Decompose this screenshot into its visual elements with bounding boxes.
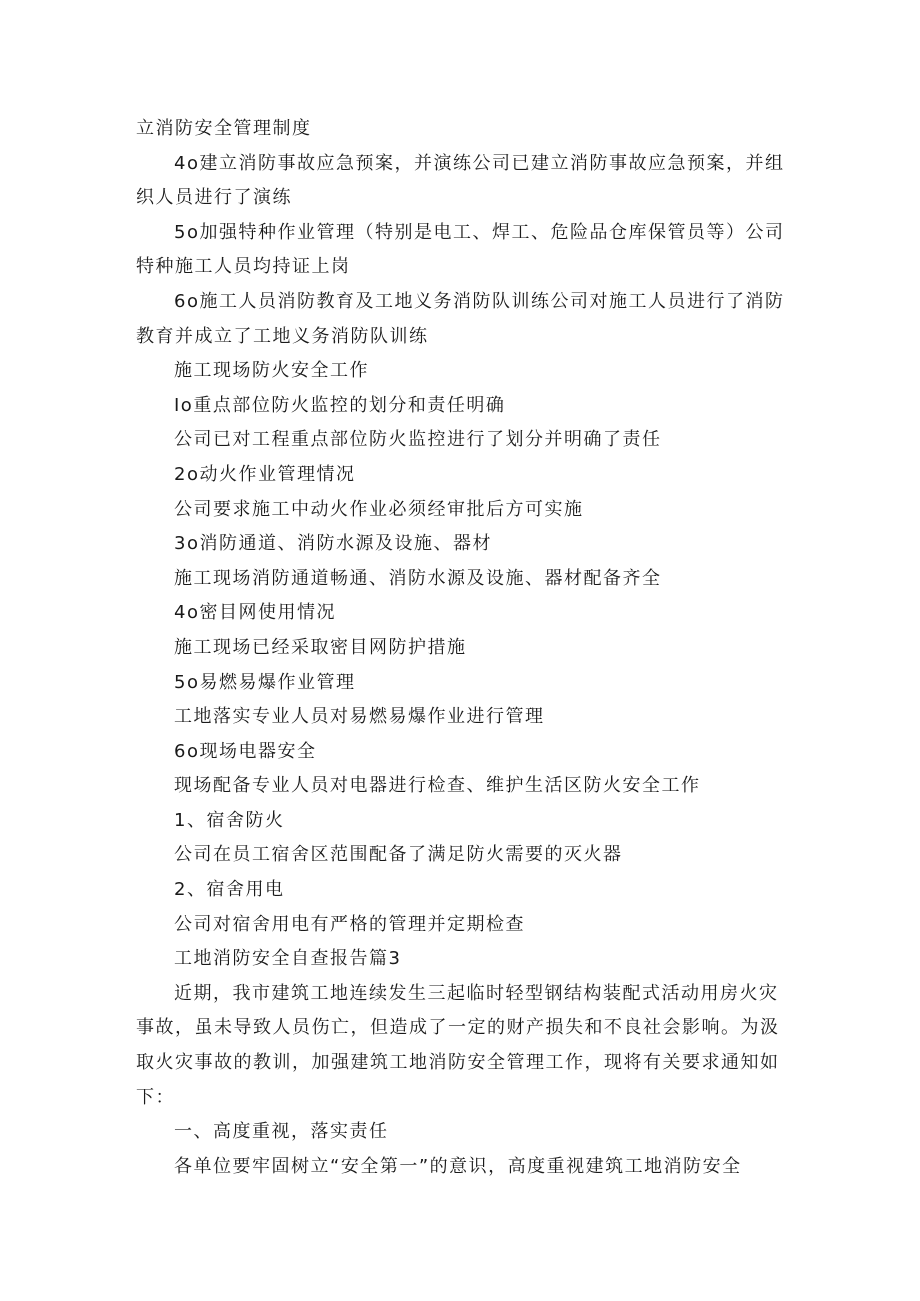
paragraph: 近期，我市建筑工地连续发生三起临时轻型钢结构装配式活动用房火灾事故，虽未导致人员伤亡，但造成了一定的财产损失和不良社会影响。为汲取火灾事故的教训，加强建筑工地消防安全管理工作，现将有关要求通知如下： (136, 982, 780, 1108)
paragraph: 公司在员工宿舍区范围配备了满足防火需要的灭火器 (174, 844, 623, 866)
list-item: 6o现场电器安全 (174, 740, 317, 762)
section-heading: 施工现场防火安全工作 (174, 360, 369, 382)
section-heading: 一、高度重视，落实责任 (174, 1121, 389, 1143)
list-item: 2o动火作业管理情况 (174, 463, 356, 485)
paragraph: 6o施工人员消防教育及工地义务消防队训练公司对施工人员进行了消防教育并成立了工地义务消防队训练 (136, 290, 785, 347)
paragraph: 施工现场消防通道畅通、消防水源及设施、器材配备齐全 (174, 567, 662, 589)
paragraph: 工地落实专业人员对易燃易爆作业进行管理 (174, 706, 545, 728)
paragraph: 4o建立消防事故应急预案，并演练公司已建立消防事故应急预案，并组织人员进行了演练 (136, 152, 785, 209)
report-title: 工地消防安全自查报告篇3 (174, 948, 402, 970)
paragraph: 现场配备专业人员对电器进行检查、维护生活区防火安全工作 (174, 775, 701, 797)
paragraph: 5o加强特种作业管理（特别是电工、焊工、危险品仓库保管员等）公司特种施工人员均持证上岗 (136, 221, 785, 278)
paragraph: 公司已对工程重点部位防火监控进行了划分并明确了责任 (174, 429, 662, 451)
list-item: 2、宿舍用电 (174, 879, 285, 901)
list-item: 5o易燃易爆作业管理 (174, 671, 356, 693)
paragraph: 公司对宿舍用电有严格的管理并定期检查 (174, 913, 525, 935)
paragraph: 施工现场已经采取密目网防护措施 (174, 636, 467, 658)
paragraph: 公司要求施工中动火作业必须经审批后方可实施 (174, 498, 584, 520)
list-item: 4o密目网使用情况 (174, 602, 336, 624)
paragraph: 立消防安全管理制度 (136, 118, 312, 139)
document-body (136, 112, 796, 1184)
paragraph: 各单位要牢固树立“安全第一”的意识，高度重视建筑工地消防安全 (174, 1155, 742, 1177)
list-item: Io重点部位防火监控的划分和责任明确 (174, 394, 506, 416)
list-item: 3o消防通道、消防水源及设施、器材 (174, 533, 492, 555)
list-item: 1、宿舍防火 (174, 809, 285, 831)
